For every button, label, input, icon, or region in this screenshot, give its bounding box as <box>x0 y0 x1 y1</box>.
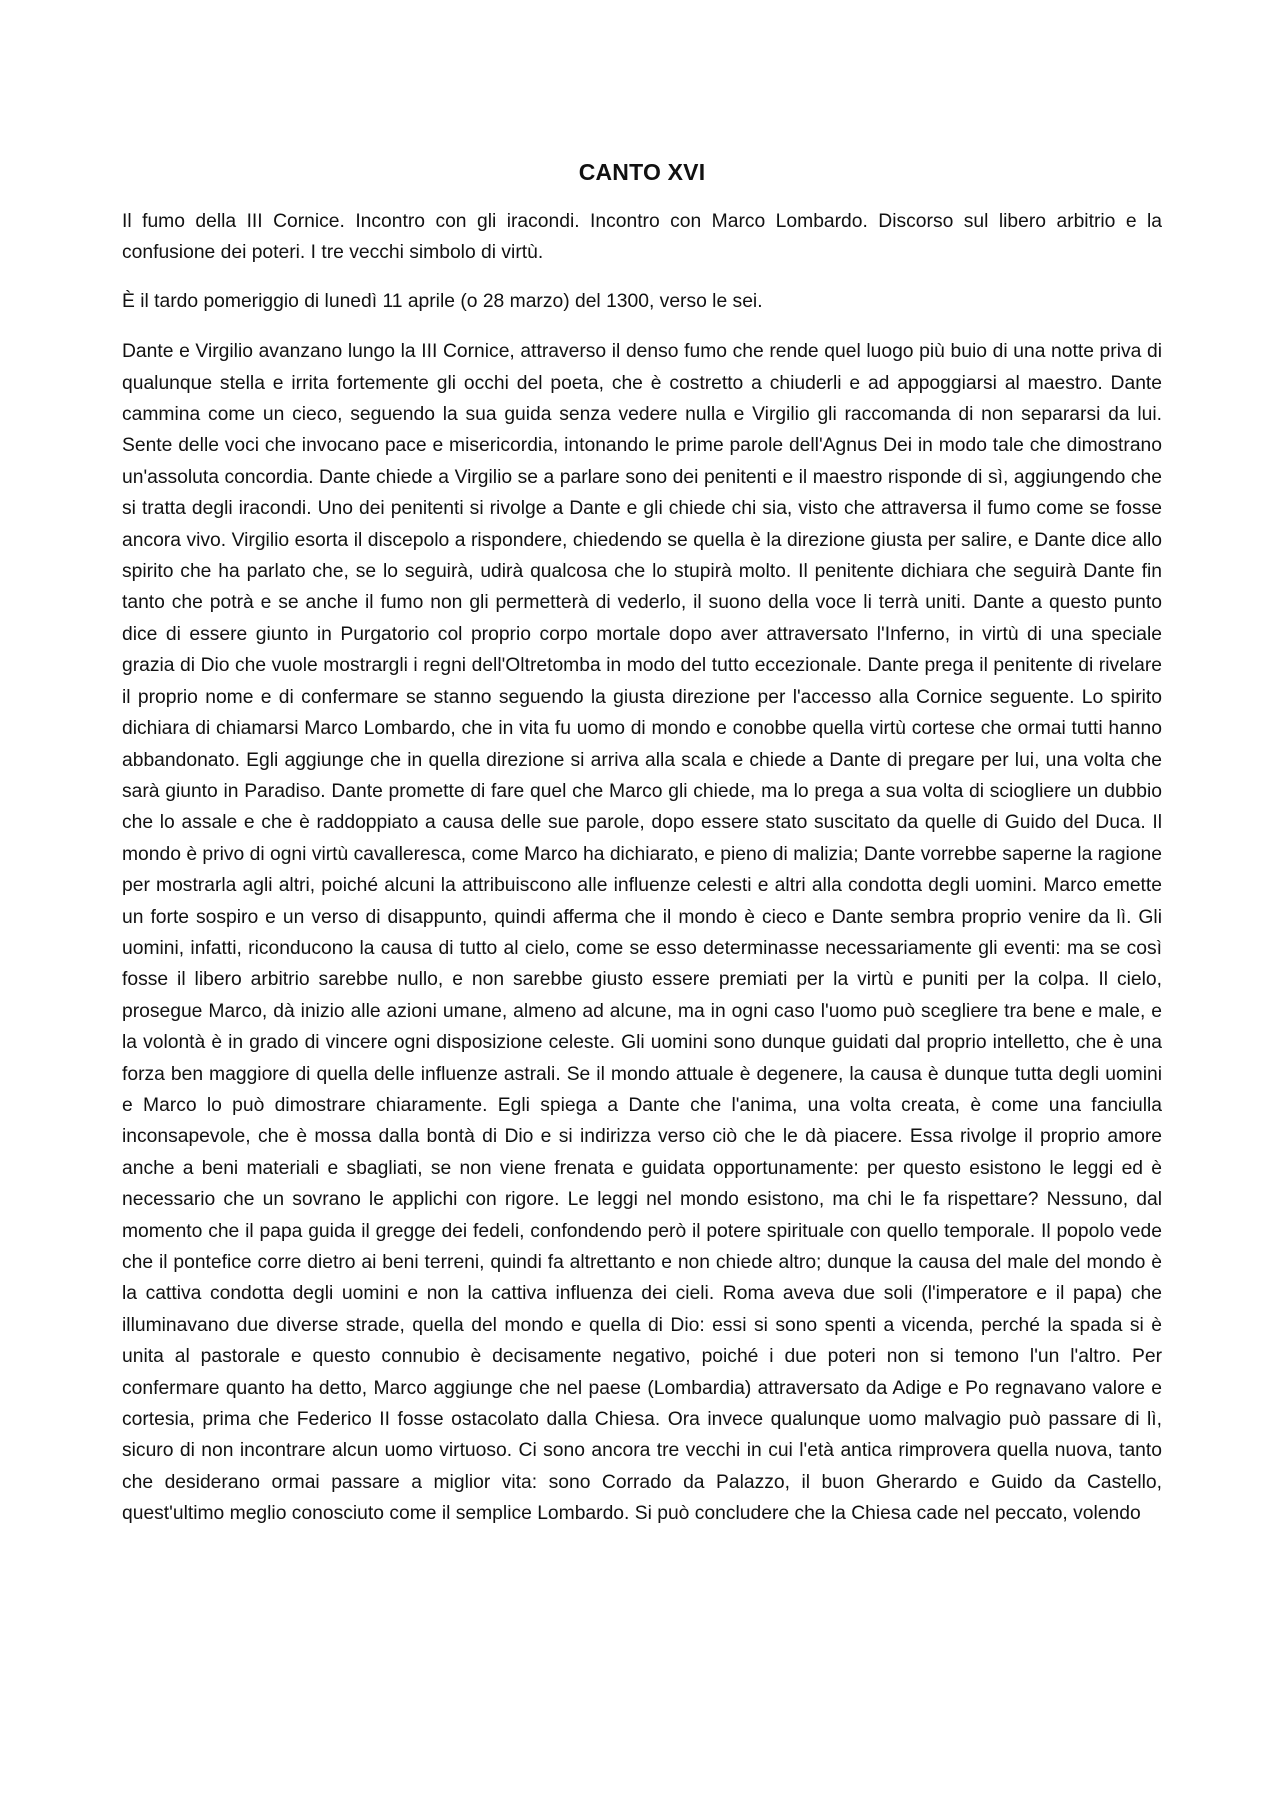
document-page <box>122 0 1162 1530</box>
time-setting: È il tardo pomeriggio di lunedì 11 aprile (o 28 marzo) del 1300, verso le sei. <box>122 290 763 312</box>
page-title: CANTO XVI <box>578 159 706 185</box>
canto-summary: Il fumo della III Cornice. Incontro con gli iracondi. Incontro con Marco Lombardo. Discorso sul libero arbitrio e la confusione dei poteri. I tre vecchi simbolo di virtù. <box>122 211 1162 264</box>
canto-body-text: Dante e Virgilio avanzano lungo la III Cornice, attraverso il denso fumo che rende quel luogo più buio di una notte priva di qualunque stella e irrita fortemente gli occhi del poeta, che è costretto a chiuderli e ad appoggiarsi al maestro. Dante cammina come un cieco, seguendo la sua guida senza vedere nulla e Virgilio gli raccomanda di non separarsi da lui. Sente delle voci che invocano pace e misericordia, intonando le prime parole dell'Agnus Dei in modo tale che dimostrano un'assoluta concordia. Dante chiede a Virgilio se a parlare sono dei penitenti e il maestro risponde di sì, aggiungendo che si tratta degli iracondi. Uno dei penitenti si rivolge a Dante e gli chiede chi sia, visto che attraversa il fumo come se fosse ancora vivo. Virgilio esorta il discepolo a rispondere, chiedendo se quella è la direzione giusta per salire, e Dante dice allo spirito che ha parlato che, se lo seguirà, udirà qualcosa che lo stupirà molto. Il penitente dichiara che seguirà Dante fin tanto che potrà e se anche il fumo non gli permetterà di vederlo, il suono della voce li terrà uniti. Dante a questo punto dice di essere giunto in Purgatorio col proprio corpo mortale dopo aver attraversato l'Inferno, in virtù di una speciale grazia di Dio che vuole mostrargli i regni dell'Oltretomba in modo del tutto eccezionale. Dante prega il penitente di rivelare il proprio nome e di confermare se stanno seguendo la giusta direzione per l'accesso alla Cornice seguente. Lo spirito dichiara di chiamarsi Marco Lombardo, che in vita fu uomo di mondo e conobbe quella virtù cortese che ormai tutti hanno abbandonato. Egli aggiunge che in quella direzione si arriva alla scala e chiede a Dante di pregare per lui, una volta che sarà giunto in Paradiso. Dante promette di fare quel che Marco gli chiede, ma lo prega a sua volta di sciogliere un dubbio che lo assale e che è raddoppiato a causa delle sue parole, dopo essere stato suscitato da quelle di Guido del Duca. Il mondo è privo di ogni virtù cavalleresca, come Marco ha dichiarato, e pieno di malizia; Dante vorrebbe saperne la ragione per mostrarla agli altri, poiché alcuni la attribuiscono alle influenze celesti e altri alla condotta degli uomini. Marco emette un forte sospiro e un verso di disappunto, quindi afferma che il mondo è cieco e Dante sembra proprio venire da lì. Gli uomini, infatti, riconducono la causa di tutto al cielo, come se esso determinasse necessariamente gli eventi: ma se così fosse il libero arbitrio sarebbe nullo, e non sarebbe giusto essere premiati per la virtù e puniti per la colpa. Il cielo, prosegue Marco, dà inizio alle azioni umane, almeno ad alcune, ma in ogni caso l'uomo può scegliere tra bene e male, e la volontà è in grado di vincere ogni disposizione celeste. Gli uomini sono dunque guidati dal proprio intelletto, che è una forza ben maggiore di quella delle influenze astrali. Se il mondo attuale è degenere, la causa è dunque tutta degli uomini e Marco lo può dimostrare chiaramente. Egli spiega a Dante che l'anima, una volta creata, è come una fanciulla inconsapevole, che è mossa dalla bontà di Dio e si indirizza verso ciò che le dà piacere. Essa rivolge il proprio amore anche a beni materiali e sbagliati, se non viene frenata e guidata opportunamente: per questo esistono le leggi ed è necessario che un sovrano le applichi con rigore. Le leggi nel mondo esistono, ma chi le fa rispettare? Nessuno, dal momento che il papa guida il gregge dei fedeli, confondendo però il potere spirituale con quello temporale. Il popolo vede che il pontefice corre dietro ai beni terreni, quindi fa altrettanto e non chiede altro; dunque la causa del male del mondo è la cattiva condotta degli uomini e non la cattiva influenza dei cieli. Roma aveva due soli (l'imperatore e il papa) che illuminavano due diverse strade, quella del mondo e quella di Dio: essi si sono spenti a vicenda, perché la spada si è unita al pastorale e questo connubio è decisamente negativo, poiché i due poteri non si temono l'un l'altro. Per confermare quanto ha detto, Marco aggiunge che nel paese (Lombardia) attraversato da Adige e Po regnavano valore e cortesia, prima che Federico II fosse ostacolato dalla Chiesa. Ora invece qualunque uomo malvagio può passare di lì, sicuro di non incontrare alcun uomo virtuoso. Ci sono ancora tre vecchi in cui l'età antica rimprovera quella nuova, tanto che desiderano ormai passare a miglior vita: sono Corrado da Palazzo, il buon Gherardo e Guido da Castello, quest'ultimo meglio conosciuto come il semplice Lombardo. Si può concludere che la Chiesa cade nel peccato, volendo <box>122 341 1162 1525</box>
